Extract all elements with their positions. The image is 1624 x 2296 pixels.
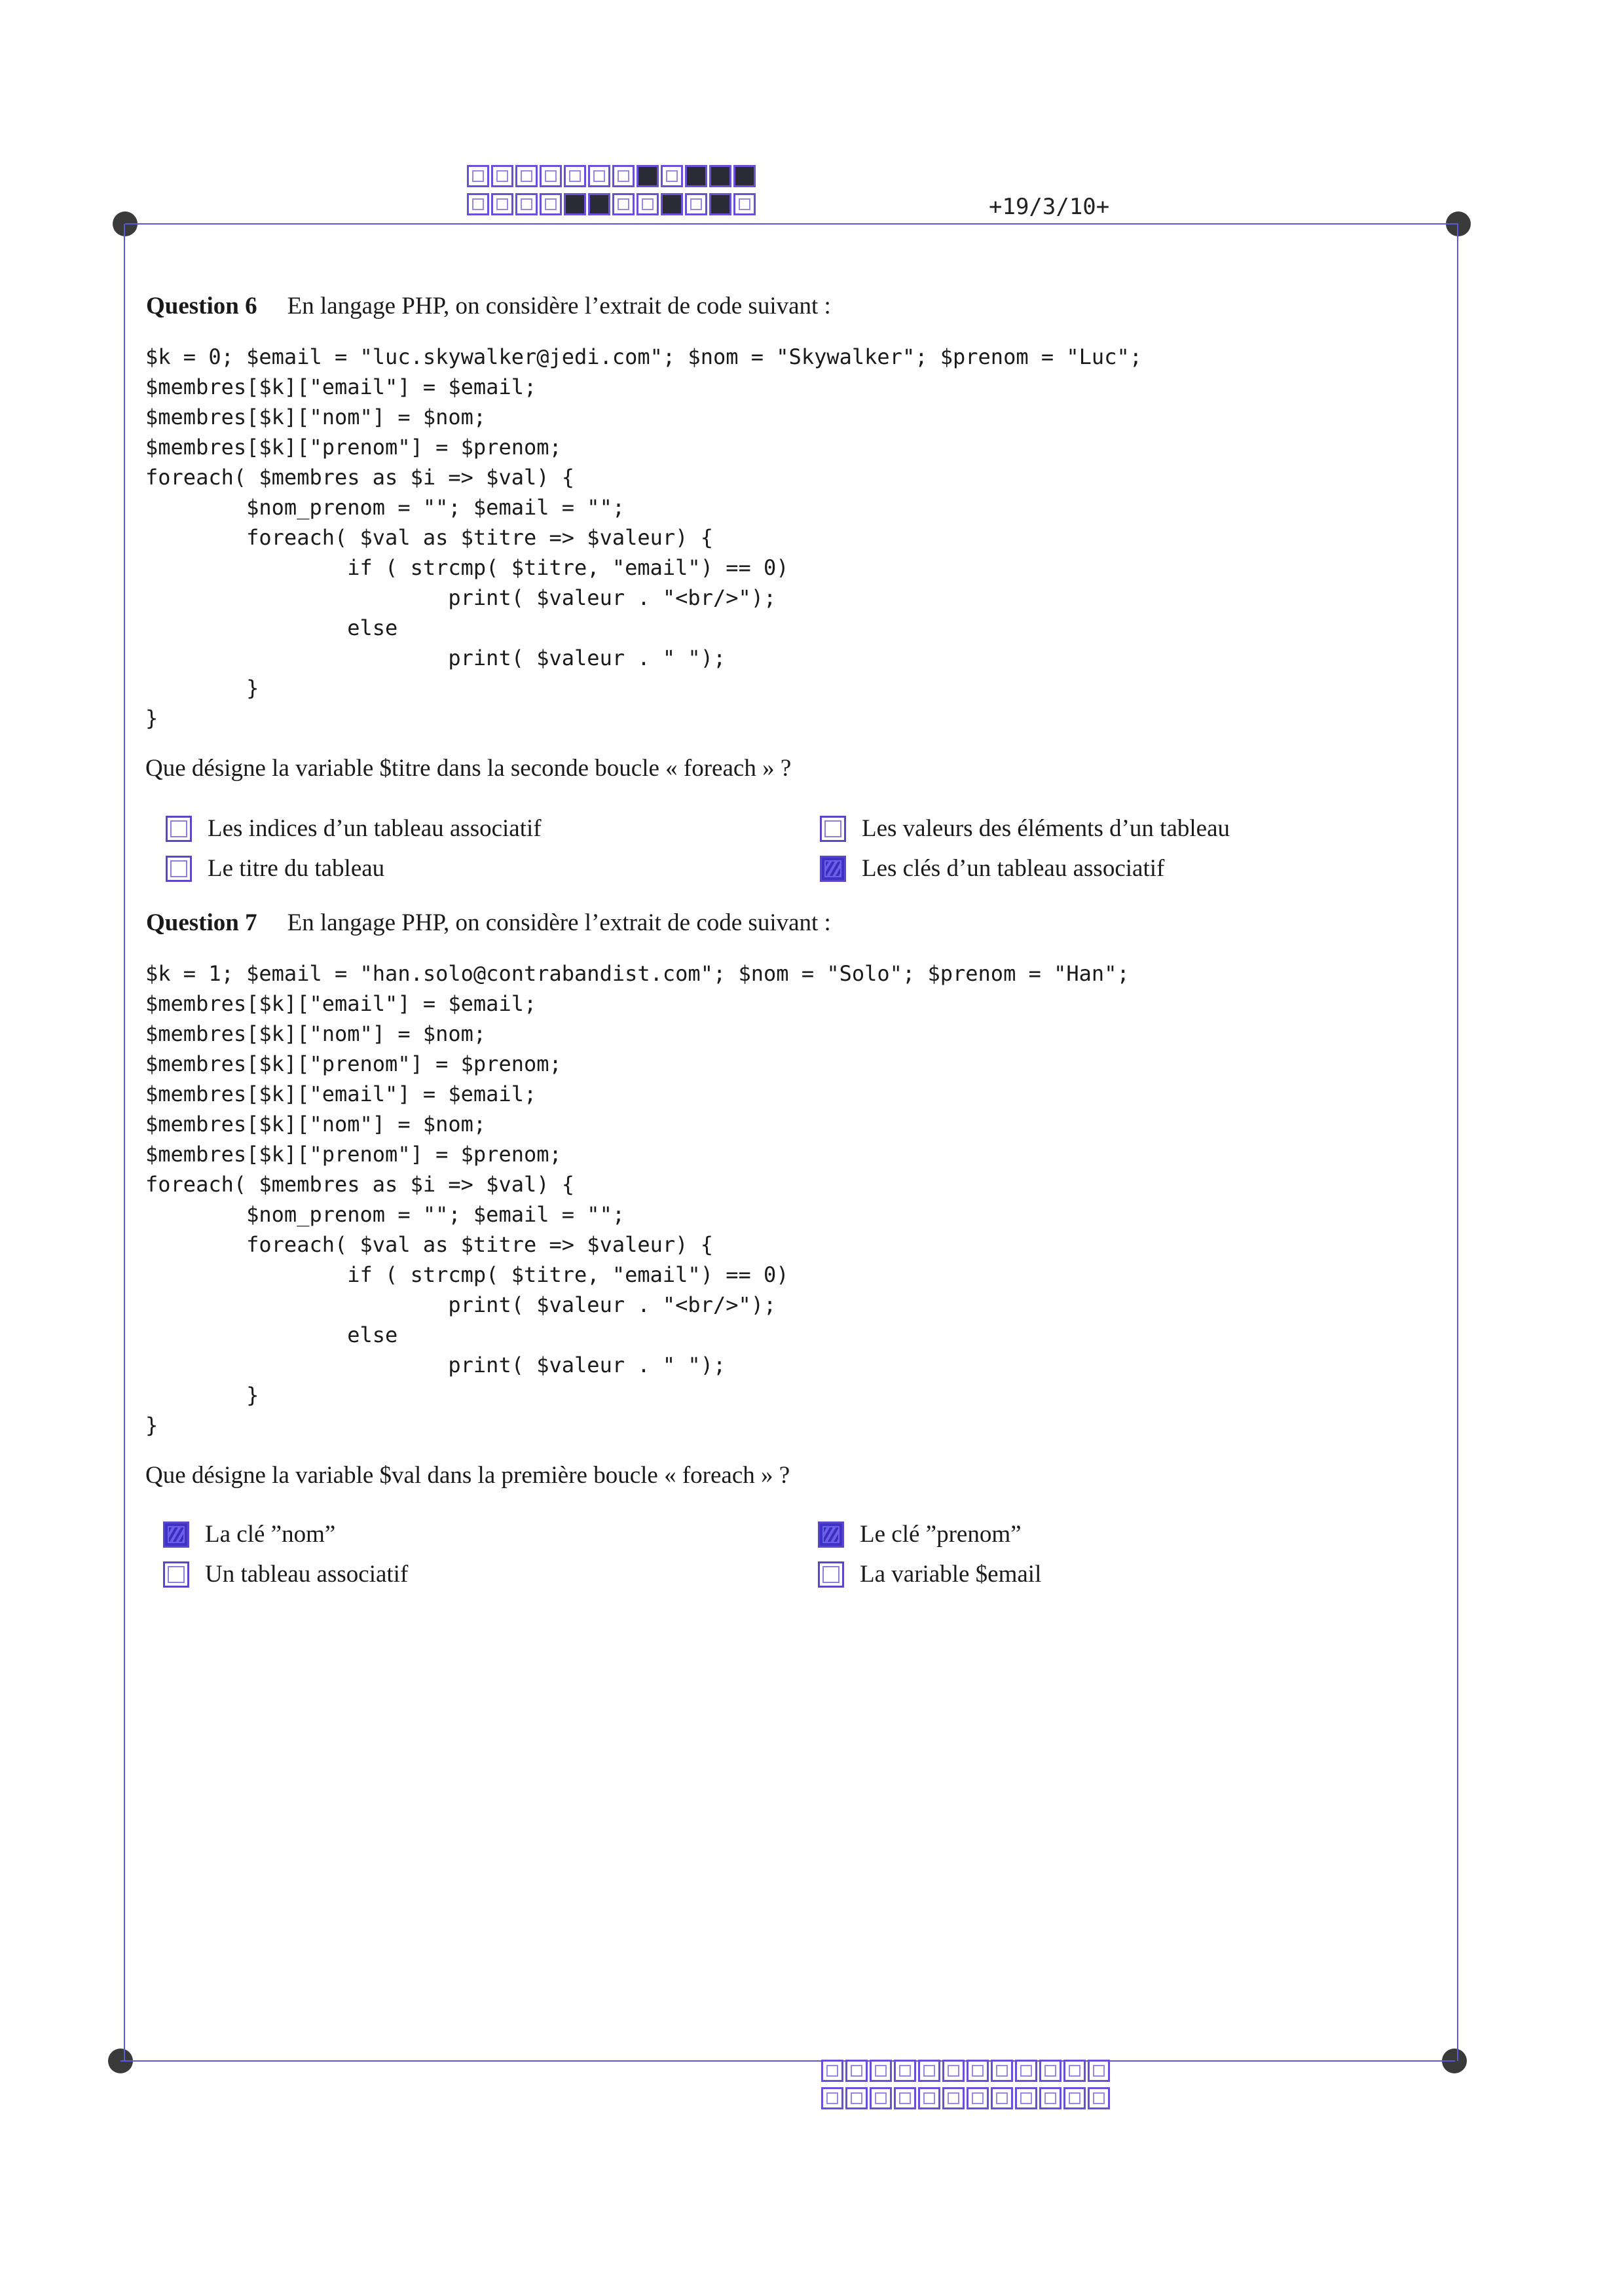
question-6-answer-2[interactable] [820,814,1230,843]
code-mark-empty [1015,2087,1037,2109]
code-mark-empty [491,193,513,215]
question-7-answer-3[interactable] [163,1560,408,1588]
code-mark-empty [540,193,562,215]
answer-label: Les valeurs des éléments d’un tableau [862,815,1230,842]
question-6-label: Question 6 [146,293,257,319]
code-mark-filled [709,193,731,215]
checkbox[interactable] [163,1561,189,1588]
code-mark-empty [612,165,635,187]
code-mark-empty [894,2060,916,2082]
code-mark-empty [540,165,562,187]
code-mark-filled [661,193,683,215]
question-6-intro: En langage PHP, on considère l’extrait de code suivant : [287,293,831,319]
question-7-label: Question 7 [146,909,257,936]
answer-label: La variable $email [860,1561,1042,1588]
question-7-answer-1[interactable] [163,1520,335,1548]
question-6-answer-3[interactable] [166,854,384,883]
code-mark-empty [1015,2060,1037,2082]
frame-left [124,224,125,2061]
code-mark-filled [637,165,659,187]
code-mark-empty [564,165,586,187]
checkbox-checked[interactable] [818,1522,844,1548]
code-mark-filled [733,165,756,187]
code-mark-empty [1039,2060,1061,2082]
question-6-answer-4[interactable] [820,854,1164,883]
code-mark-empty [1063,2060,1086,2082]
code-mark-empty [967,2087,989,2109]
code-mark-empty [467,165,489,187]
page-id: +19/3/10+ [989,194,1110,220]
frame-right [1457,224,1458,2061]
code-mark-empty [612,193,635,215]
code-mark-empty [515,165,538,187]
code-mark-empty [845,2087,868,2109]
frame-top [125,223,1458,225]
question-7-intro: En langage PHP, on considère l’extrait de code suivant : [287,909,831,936]
code-mark-empty [845,2060,868,2082]
code-mark-empty [918,2087,940,2109]
frame-bottom [120,2060,1455,2062]
code-mark-empty [942,2087,965,2109]
code-mark-filled [588,193,610,215]
code-mark-filled [709,165,731,187]
code-mark-empty [637,193,659,215]
code-mark-empty [967,2060,989,2082]
checkbox-checked[interactable] [163,1522,189,1548]
code-mark-empty [733,193,756,215]
top-code-row-1 [467,165,758,187]
checkbox[interactable] [166,856,192,882]
code-mark-empty [918,2060,940,2082]
answer-label: Le clé ”prenom” [860,1521,1022,1548]
bottom-code-row-2 [821,2087,1112,2109]
question-7-prompt: Que désigne la variable $val dans la première boucle « foreach » ? [145,1462,790,1489]
code-mark-empty [1088,2087,1110,2109]
code-mark-empty [1039,2087,1061,2109]
code-mark-empty [942,2060,965,2082]
answer-label: Un tableau associatif [205,1561,409,1588]
checkbox[interactable] [820,816,846,842]
code-mark-empty [491,165,513,187]
code-mark-empty [870,2060,892,2082]
answer-label: Les indices d’un tableau associatif [208,815,542,842]
code-mark-empty [588,165,610,187]
code-mark-filled [685,165,707,187]
code-mark-empty [515,193,538,215]
question-6-title [146,292,831,320]
checkbox-checked[interactable] [820,856,846,882]
answer-label: La clé ”nom” [205,1521,336,1548]
code-mark-empty [870,2087,892,2109]
question-7-answer-4[interactable] [818,1560,1041,1588]
code-mark-empty [1088,2060,1110,2082]
question-7-code: $k = 1; $email = "han.solo@contrabandist.com"; $nom = "Solo"; $prenom = "Han"; $membres[$k]["email"] = $email; $membres[$k]["nom"] = $nom; $membres[$k]["prenom"] = $prenom; $membres[$k]["email"] = $email; $membres[$k]["nom"] = $nom; $membres[$k]["prenom"] = $prenom; foreach( $membres as $i => $val) { $nom_prenom = ""; $email = ""; foreach( $val as $titre => $valeur) { if ( strcmp( $titre, "email") == 0) print( $valeur . "<br/>"); else print( $valeur . " "); } } [145,961,1130,1438]
code-mark-empty [991,2060,1013,2082]
checkbox[interactable] [166,816,192,842]
code-mark-empty [821,2060,843,2082]
code-mark-empty [894,2087,916,2109]
question-6-prompt: Que désigne la variable $titre dans la seconde boucle « foreach » ? [145,755,792,782]
answer-label: Le titre du tableau [208,855,385,882]
code-mark-empty [991,2087,1013,2109]
code-mark-empty [467,193,489,215]
code-mark-empty [821,2087,843,2109]
question-7-title [146,909,831,937]
question-6-answer-1[interactable] [166,814,542,843]
bottom-code-row-1 [821,2060,1112,2082]
checkbox[interactable] [818,1561,844,1588]
code-mark-empty [1063,2087,1086,2109]
code-mark-filled [564,193,586,215]
top-code-row-2 [467,193,758,215]
question-6-code: $k = 0; $email = "luc.skywalker@jedi.com"; $nom = "Skywalker"; $prenom = "Luc"; $membres[$k]["email"] = $email; $membres[$k]["nom"] = $nom; $membres[$k]["prenom"] = $prenom; foreach( $membres as $i => $val) { $nom_prenom = ""; $email = ""; foreach( $val as $titre => $valeur) { if ( strcmp( $titre, "email") == 0) print( $valeur . "<br/>"); else print( $valeur . " "); } } [145,344,1142,731]
code-mark-empty [685,193,707,215]
answer-label: Les clés d’un tableau associatif [862,855,1165,882]
code-mark-empty [661,165,683,187]
question-7-answer-2[interactable] [818,1520,1022,1548]
